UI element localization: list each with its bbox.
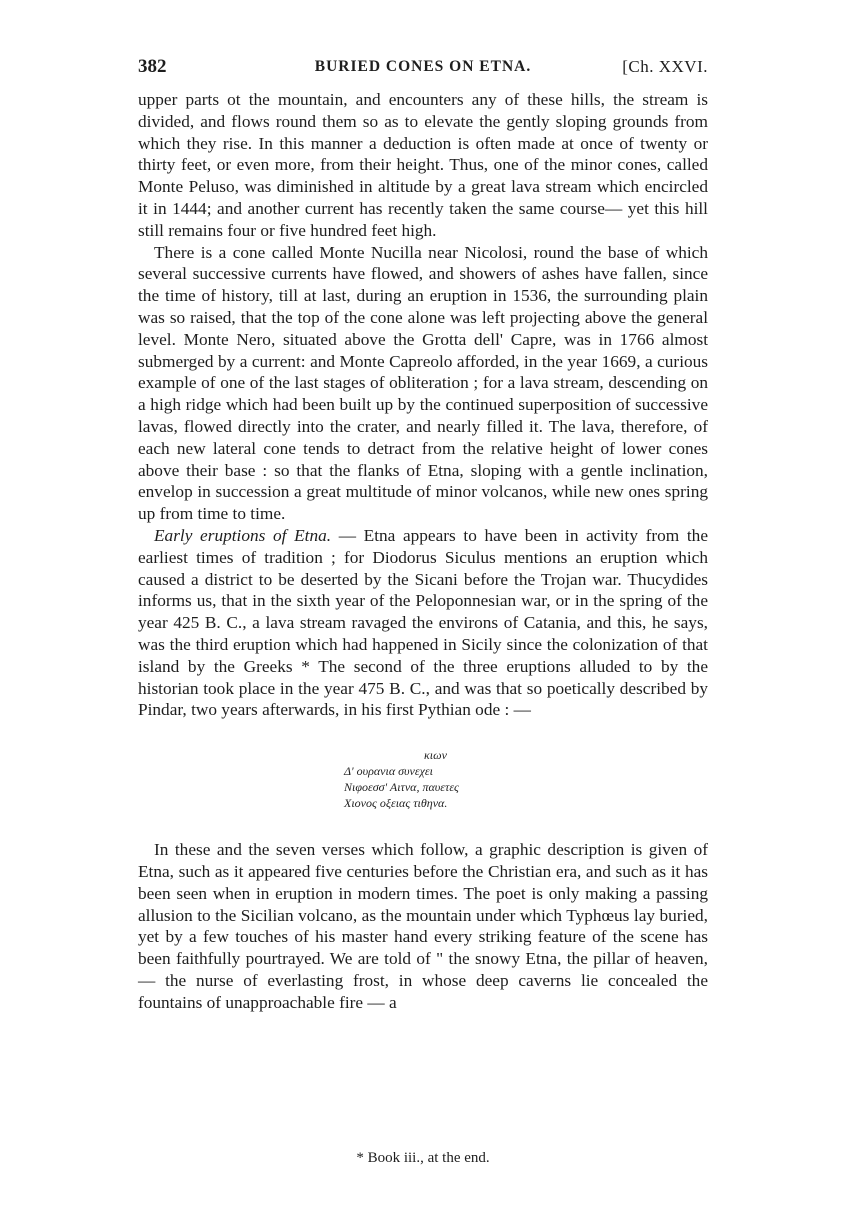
page-number: 382: [138, 56, 167, 77]
verse-line: Δ' ουρανια συνεχει: [344, 764, 433, 779]
section-text: — Etna appears to have been in activity from the earliest times of tradition ; for Diodorus Siculus mentions an eruption which caused a district to be deserted by the Sicani before the Trojan war. Thucydides informs us, that in the sixth year of the Peloponnesian war, or in the spring of the year 425 B. C., a lava stream ravaged the environs of Catania, and this, he says, was the third eruption which had happened in Sicily since the colonization of that island by the Greeks * The second of the three eruptions alluded to by the historian took place in the year 475 B. C., and was that so poetically described by Pindar, two years afterwards, in his first Pythian ode : —: [138, 525, 708, 720]
paragraph-early-eruptions: [138, 525, 708, 721]
section-heading: Early eruptions of Etna.: [154, 525, 332, 545]
book-page: [138, 52, 708, 1013]
footnote: * Book iii., at the end.: [356, 1150, 490, 1166]
verse-line: Χιονος οξειας τιθηνα.: [344, 796, 448, 811]
greek-verse: [344, 747, 708, 811]
paragraph-monte-nucilla: There is a cone called Monte Nucilla near Nicolosi, round the base of which several successive currents have flowed, and showers of ashes have fallen, since the time of history, till at last, during an eruption in 1536, the surrounding plain was so raised, that the top of the cone alone was left projecting above the general level. Monte Nero, situated above the Grotta dell' Capre, was in 1766 almost submerged by a current: and Monte Capreolo afforded, in the year 1669, a curious example of one of the last stages of obliteration ; for a lava stream, descending on a high ridge which had been built up by the continued superposition of successive lavas, flowed directly into the crater, and nearly filled it. The lava, therefore, of each new lateral cone tends to detract from the relative height of lower cones above their base : so that the flanks of Etna, sloping with a gentle inclination, envelop in succession a great multitude of minor volcanos, while new ones spring up from time to time.: [138, 242, 708, 524]
chapter-reference: [Ch. XXVI.: [622, 57, 708, 76]
paragraph-pindar-description: In these and the seven verses which follow, a graphic description is given of Etna, such as it appeared five centuries before the Christian era, and such as it has been seen when in eruption in modern times. The poet is only making a passing allusion to the Sicilian volcano, as the mountain under which Typhœus lay buried, yet by a few touches of his master hand every striking feature of the scene has been faithfully pourtrayed. We are told of " the snowy Etna, the pillar of heaven, — the nurse of everlasting frost, in whose deep caverns lie concealed the fountains of unapproachable fire — a: [138, 840, 708, 1012]
paragraph-continuation: upper parts ot the mountain, and encounters any of these hills, the stream is divided, and flows round them so as to elevate the gently sloping grounds from which they rise. In this manner a deduction is often made at once of twenty or thirty feet, or even more, from their height. Thus, one of the minor cones, called Monte Peluso, was diminished in altitude by a great lava stream which encircled it in 1444; and another current has recently taken the same course— yet this hill still remains four or five hundred feet high.: [138, 90, 708, 240]
running-header: [138, 52, 708, 82]
verse-line: κιων: [424, 748, 447, 763]
running-title: BURIED CONES ON ETNA.: [314, 58, 532, 75]
verse-line: Νιφοεσσ' Αιτνα, παυετες: [344, 780, 459, 795]
